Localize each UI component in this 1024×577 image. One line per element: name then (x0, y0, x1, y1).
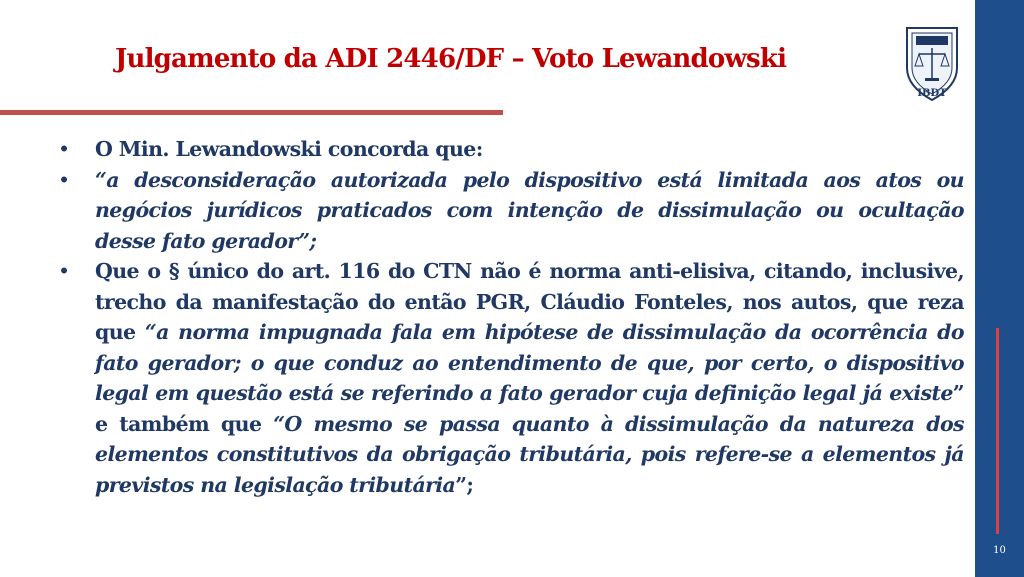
slide-title: Julgamento da ADI 2446/DF – Voto Lewandowski (115, 44, 787, 74)
bullet-quote: “a norma impugnada fala em hipótese de dissimulação da ocorrência do fato gerador; o que conduz ao entendimento de que, por certo, o dispositivo legal em questão está se referindo a fato gerador cuja definição legal já existe (95, 320, 964, 405)
bullet-list (58, 134, 964, 500)
bullet-item (58, 165, 964, 257)
bullet-quote: “a desconsideração autorizada pelo dispositivo está limitada aos atos ou negócios jurídicos praticados com intenção de dissimulação ou ocultação desse fato gerador”; (95, 167, 964, 253)
bullet-text: O Min. Lewandowski concorda que: (95, 137, 483, 161)
bullet-text: Que o § único do art. 116 do CTN não é norma anti-elisiva, citando, inclusive, trecho da manifestação do então PGR, Cláudio Fonteles, nos autos, que reza que (95, 259, 964, 344)
page-number: 10 (993, 545, 1006, 556)
logo-label: IBDT (917, 88, 947, 99)
accent-line (996, 328, 999, 534)
title-underline (0, 110, 503, 115)
bullet-text: ” e também que (95, 381, 964, 436)
right-sidebar-band (975, 0, 1024, 577)
bullet-item (58, 134, 964, 165)
bullet-text: ”; (455, 472, 474, 497)
bullet-quote: “O mesmo se passa quanto à dissimulação da natureza dos elementos constitutivos da obrigação tributária, pois refere-se a elementos já previstos na legislação tributária (95, 411, 964, 497)
bullet-item (58, 256, 964, 500)
